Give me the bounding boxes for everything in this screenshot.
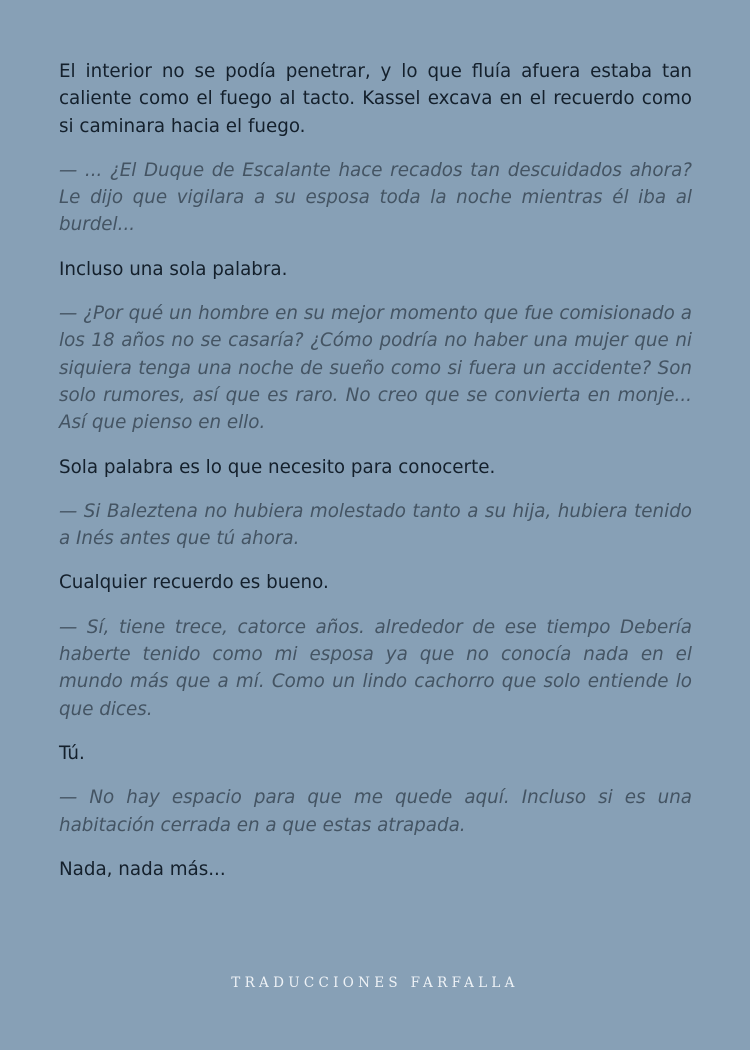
paragraph-dialogue: — Si Baleztena no hubiera molestado tanto a su hija, hubiera tenido a Inés antes que tú ahora. <box>59 500 692 550</box>
paragraph-narration: Cualquier recuerdo es bueno. <box>59 572 329 594</box>
paragraph-dialogue: — ¿Por qué un hombre en su mejor momento que fue comisionado a los 18 años no se casaría? ¿Cómo podría no haber una mujer que ni siquiera tenga una noche de sueño como si fuera un accidente? Son solo rumores, así que es raro. No creo que se convierta en monje... Así que pienso en ello. <box>59 303 692 434</box>
paragraph-dialogue: — Sí, tiene trece, catorce años. alrededor de ese tiempo Debería haberte tenido como mi esposa ya que no conocía nada en el mundo más que a mí. Como un lindo cachorro que solo entiende lo que dices. <box>59 616 692 720</box>
paragraph-dialogue: — ... ¿El Duque de Escalante hace recados tan descuidados ahora? Le dijo que vigilara a su esposa toda la noche mientras él iba al burdel... <box>59 159 692 236</box>
footer-credit: TRADUCCIONES FARFALLA <box>231 975 519 991</box>
paragraph-narration: Sola palabra es lo que necesito para conocerte. <box>59 456 496 478</box>
paragraph-narration: Incluso una sola palabra. <box>59 258 288 280</box>
paragraph-narration: El interior no se podía penetrar, y lo que fluía afuera estaba tan caliente como el fuego al tacto. Kassel excava en el recuerdo como si caminara hacia el fuego. <box>59 61 692 137</box>
paragraph-narration: Nada, nada más... <box>59 858 226 880</box>
page-body <box>59 58 692 900</box>
paragraph-dialogue: — No hay espacio para que me quede aquí. Incluso si es una habitación cerrada en a que estas atrapada. <box>59 787 692 836</box>
paragraph-narration: Tú. <box>59 742 85 764</box>
